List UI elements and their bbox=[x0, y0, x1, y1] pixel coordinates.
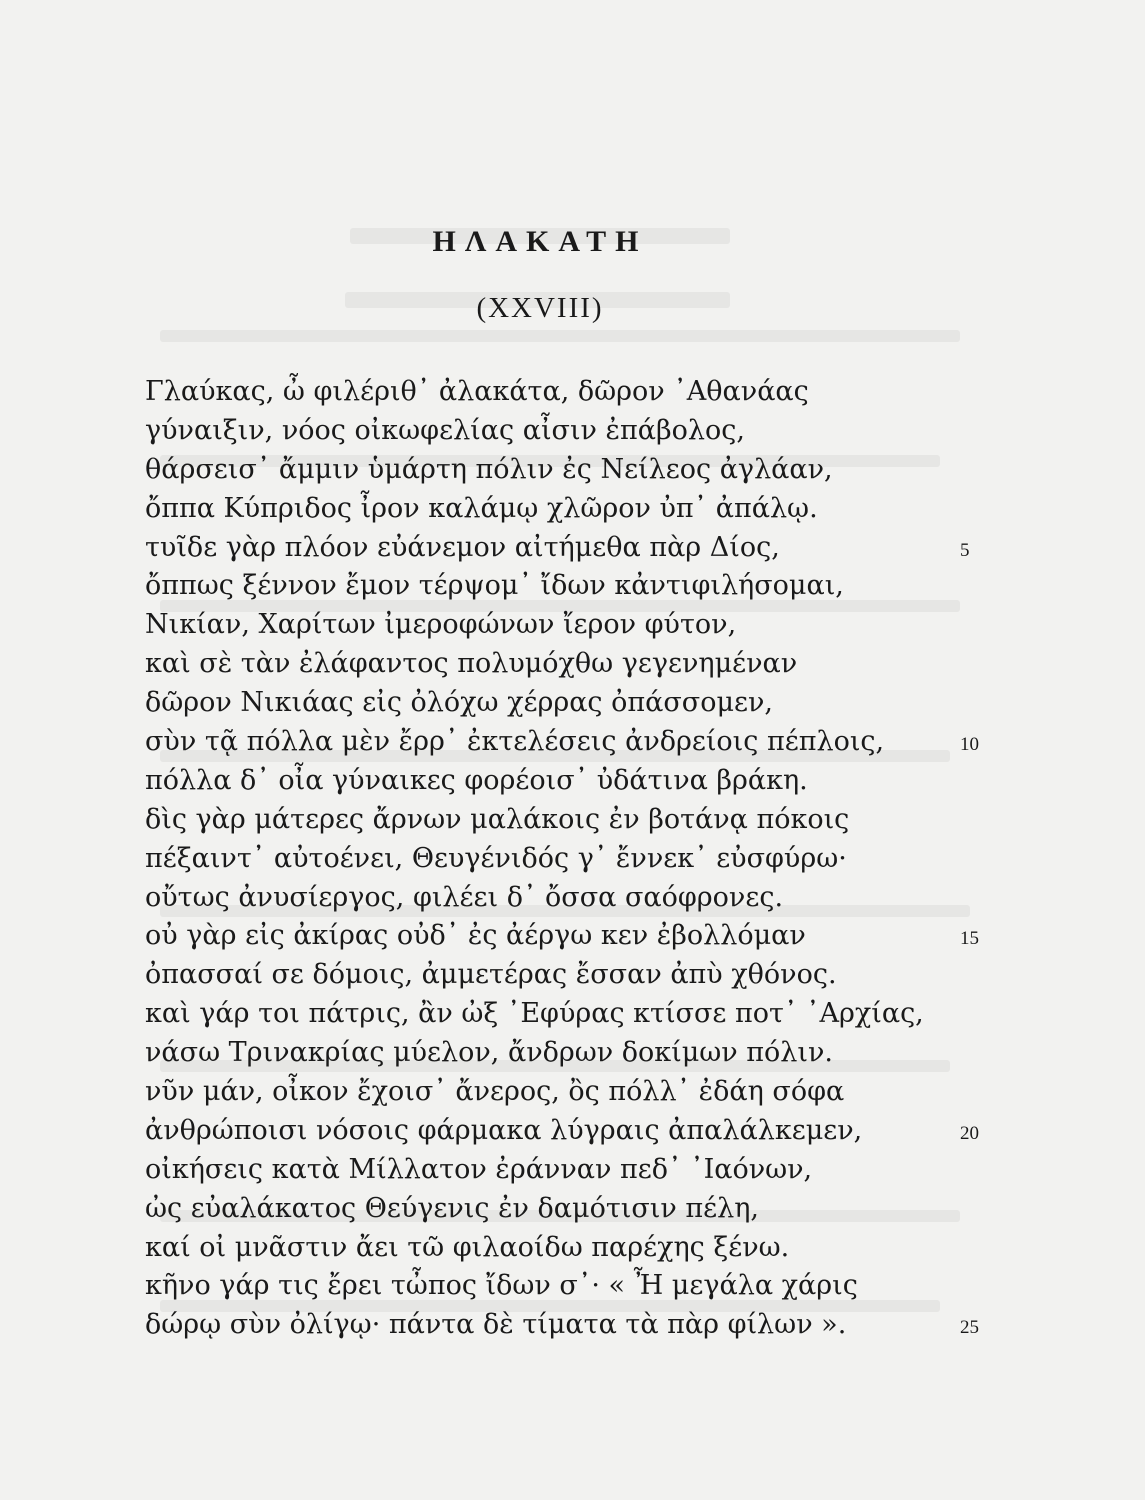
line-text: Γλαύκας, ὦ φιλέριθ᾽ ἀλακάτα, δῶρον ᾽Αθανάας bbox=[145, 376, 809, 407]
poem-line bbox=[145, 529, 1045, 568]
poem-number: (XXVIII) bbox=[476, 292, 604, 324]
poem-line bbox=[145, 645, 1045, 684]
line-text: ὀπασσαί σε δόμοις, ἀμμετέρας ἔσσαν ἀπὺ χθόνος. bbox=[145, 959, 837, 991]
line-text: γύναιξιν, νόος οἰκωφελίας αἶσιν ἐπάβολος, bbox=[145, 414, 745, 446]
line-number: 15 bbox=[960, 928, 979, 950]
line-text: ὄππα Κύπριδος ἶρον καλάμῳ χλῶρον ὐπ᾽ ἀπάλῳ. bbox=[145, 492, 818, 524]
line-text: οὔτως ἀνυσίεργος, φιλέει δ᾽ ὄσσα σαόφρονες. bbox=[145, 881, 784, 913]
line-text: δῶρον Νικιάας εἰς ὀλόχω χέρρας ὀπάσσομεν, bbox=[145, 687, 774, 719]
line-text: δώρῳ σὺν ὀλίγῳ· πάντα δὲ τίματα τὰ πὰρ φίλων ». bbox=[145, 1309, 847, 1341]
line-text: τυῖδε γὰρ πλόον εὐάνεμον αἰτήμεθα πὰρ Δίος, bbox=[145, 531, 780, 563]
line-text: δὶς γὰρ μάτερες ἄρνων μαλάκοις ἐν βοτάνᾳ πόκοις bbox=[145, 803, 850, 835]
poem-line bbox=[145, 801, 1045, 840]
poem-line bbox=[145, 451, 1045, 490]
line-number: 10 bbox=[960, 734, 979, 756]
poem-line bbox=[145, 1229, 1045, 1268]
line-text: καὶ γάρ τοι πάτρις, ἂν ὠξ ᾽Εφύρας κτίσσε ποτ᾽ ᾽Αρχίας, bbox=[145, 998, 924, 1030]
poem-line bbox=[145, 1151, 1045, 1190]
line-text: ὠς εὐαλάκατος Θεύγενις ἐν δαμότισιν πέλη, bbox=[145, 1192, 759, 1224]
poem-body bbox=[145, 373, 1045, 1345]
line-text: θάρσεισ᾽ ἄμμιν ὑμάρτη πόλιν ἐς Νείλεος ἀγλάαν, bbox=[145, 453, 833, 485]
poem-line bbox=[145, 1306, 1045, 1345]
poem-line bbox=[145, 1267, 1045, 1306]
poem-line bbox=[145, 956, 1045, 995]
line-text: καί οἰ μνᾶστιν ἄει τῶ φιλαοίδω παρέχης ξένω. bbox=[145, 1231, 790, 1263]
poem-line bbox=[145, 373, 1045, 412]
poem-line bbox=[145, 1073, 1045, 1112]
line-number: 25 bbox=[960, 1317, 979, 1339]
line-text: σὺν τᾷ πόλλα μὲν ἔρρ᾽ ἐκτελέσεις ἀνδρείοις πέπλοις, bbox=[145, 726, 885, 758]
line-text: οἰκήσεις κατὰ Μίλλατον ἐράνναν πεδ᾽ ᾽Ιαόνων, bbox=[145, 1153, 813, 1185]
poem-line bbox=[145, 1034, 1045, 1073]
poem-line bbox=[145, 1112, 1045, 1151]
poem-line bbox=[145, 762, 1045, 801]
line-text: ἀνθρώποισι νόσοις φάρμακα λύγραις ἀπαλάλκεμεν, bbox=[145, 1114, 863, 1146]
line-text: καὶ σὲ τὰν ἐλάφαντος πολυμόχθω γεγενημέναν bbox=[145, 648, 798, 680]
poem-line bbox=[145, 995, 1045, 1034]
poem-line bbox=[145, 840, 1045, 879]
poem-line bbox=[145, 1190, 1045, 1229]
poem-line bbox=[145, 684, 1045, 723]
line-text: πέξαιντ᾽ αὐτοένει, Θευγένιδός γ᾽ ἔννεκ᾽ εὐσφύρω· bbox=[145, 842, 847, 874]
line-number: 20 bbox=[960, 1122, 979, 1144]
line-text: οὐ γὰρ εἰς ἀκίρας οὐδ᾽ ἐς ἀέργω κεν ἐβολλόμαν bbox=[145, 920, 806, 952]
poem-line bbox=[145, 606, 1045, 645]
line-text: κῆνο γάρ τις ἔρει τὦπος ἴδων σ᾽· « Ἦ μεγάλα χάρις bbox=[145, 1270, 858, 1302]
poem-line bbox=[145, 490, 1045, 529]
line-number: 5 bbox=[960, 539, 970, 561]
poem-line bbox=[145, 879, 1045, 918]
line-text: νάσω Τρινακρίας μύελον, ἄνδρων δοκίμων πόλιν. bbox=[145, 1037, 833, 1069]
line-text: Νικίαν, Χαρίτων ἰμεροφώνων ἴερον φύτον, bbox=[145, 609, 737, 641]
line-text: πόλλα δ᾽ οἶα γύναικες φορέοισ᾽ ὐδάτινα βράκη. bbox=[145, 764, 808, 796]
poem-line bbox=[145, 412, 1045, 451]
line-text: ὄππως ξέννον ἔμον τέρψομ᾽ ἴδων κἀντιφιλήσομαι, bbox=[145, 570, 844, 602]
line-text: νῦν μάν, οἶκον ἔχοισ᾽ ἄνερος, ὂς πόλλ᾽ ἐδάη σόφα bbox=[145, 1076, 845, 1108]
poem-line bbox=[145, 917, 1045, 956]
page-title: ΗΛΑΚΑΤΗ bbox=[432, 225, 648, 258]
poem-line bbox=[145, 567, 1045, 606]
poem-line bbox=[145, 723, 1045, 762]
